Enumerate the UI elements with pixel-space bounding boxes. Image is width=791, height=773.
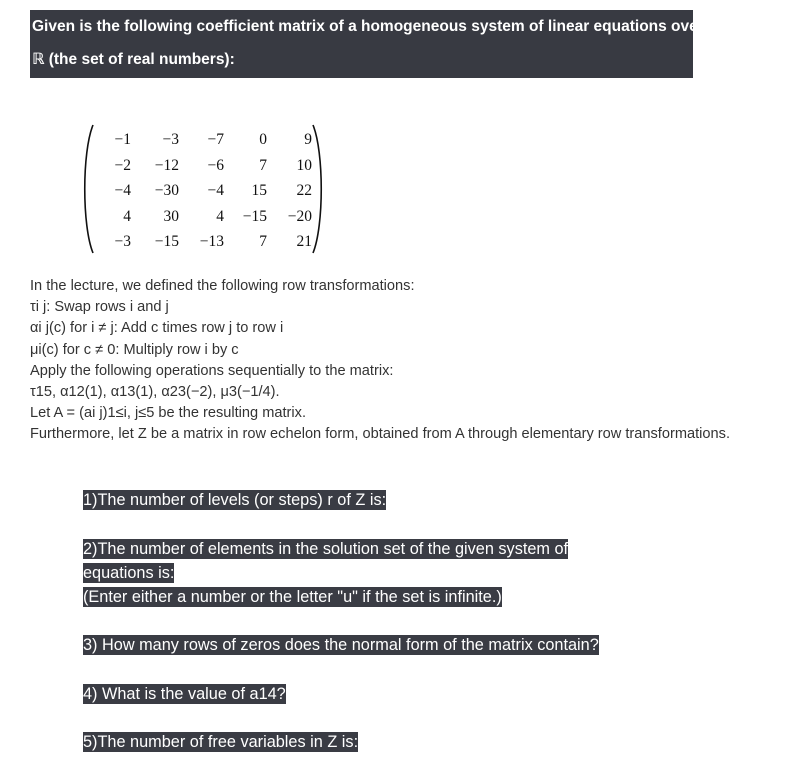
matrix-cell: −2	[114, 156, 131, 174]
operations-list: τ15, α12(1), α13(1), α23(−2), μ3(−1/4).	[30, 384, 280, 401]
matrix-cell: −12	[154, 156, 179, 174]
question-5	[83, 730, 358, 754]
matrix-cell: −15	[154, 233, 179, 250]
question-3	[83, 633, 599, 657]
matrix-cell: −13	[199, 233, 224, 250]
matrix-cell: −4	[114, 182, 131, 199]
matrix-cell: −3	[162, 131, 179, 148]
apply-instruction: Apply the following operations sequentially to the matrix:	[30, 362, 394, 379]
matrix-cells	[94, 127, 312, 255]
matrix-cell: 9	[304, 131, 312, 148]
question-2-hint: (Enter either a number or the letter "u" if the set is infinite.)	[83, 588, 502, 606]
multiply-definition: μi(c) for c ≠ 0: Multiply row i by c	[30, 341, 239, 358]
matrix-cell: 30	[163, 207, 179, 225]
matrix-cell: 0	[259, 131, 267, 148]
question-3-text: 3) How many rows of zeros does the normal form of the matrix contain?	[83, 636, 599, 654]
question-1-text: 1)The number of levels (or steps) r of Z is:	[83, 491, 387, 509]
matrix-cell: 22	[296, 182, 312, 199]
matrix-cell: 15	[251, 182, 267, 199]
question-2-text: 2)The number of elements in the solution set of the given system of	[83, 540, 569, 558]
question-2	[83, 537, 568, 609]
intro-line: In the lecture, we defined the following row transformations:	[30, 278, 415, 294]
matrix-cell: 7	[259, 156, 267, 174]
problem-description	[30, 276, 730, 446]
coefficient-matrix	[80, 122, 326, 256]
matrix-cell: −3	[114, 233, 131, 250]
matrix-cell: 4	[216, 207, 224, 225]
matrix-z-definition: Furthermore, let Z be a matrix in row echelon form, obtained from A through elementary row transformations.	[30, 426, 730, 443]
matrix-cell: −7	[207, 131, 224, 148]
matrix-cell: −6	[207, 156, 224, 174]
question-4	[83, 682, 286, 706]
matrix-cell: 10	[296, 156, 312, 174]
matrix-cell: −15	[242, 207, 267, 225]
matrix-cell: 21	[296, 233, 312, 250]
matrix-cell: −4	[207, 182, 224, 199]
question-5-text: 5)The number of free variables in Z is:	[83, 733, 359, 751]
question-4-text: 4) What is the value of a14?	[83, 685, 286, 703]
question-2-text-cont: equations is:	[83, 564, 175, 582]
matrix-cell: −20	[287, 207, 312, 225]
matrix-cell: −30	[154, 182, 179, 199]
header-line-1: Given is the following coefficient matrix of a homogeneous system of linear equations over	[32, 18, 704, 35]
add-definition: αi j(c) for i ≠ j: Add c times row j to row i	[30, 320, 284, 337]
header-line-2: ℝ (the set of real numbers):	[32, 51, 235, 68]
question-1	[83, 488, 386, 512]
swap-definition: τi j: Swap rows i and j	[30, 299, 169, 316]
matrix-cell: −1	[114, 131, 131, 148]
problem-header	[30, 10, 704, 78]
matrix-cell: 4	[123, 207, 131, 225]
matrix-cell: 7	[259, 233, 267, 250]
matrix-a-definition: Let A = (ai j)1≤i, j≤5 be the resulting matrix.	[30, 405, 306, 422]
